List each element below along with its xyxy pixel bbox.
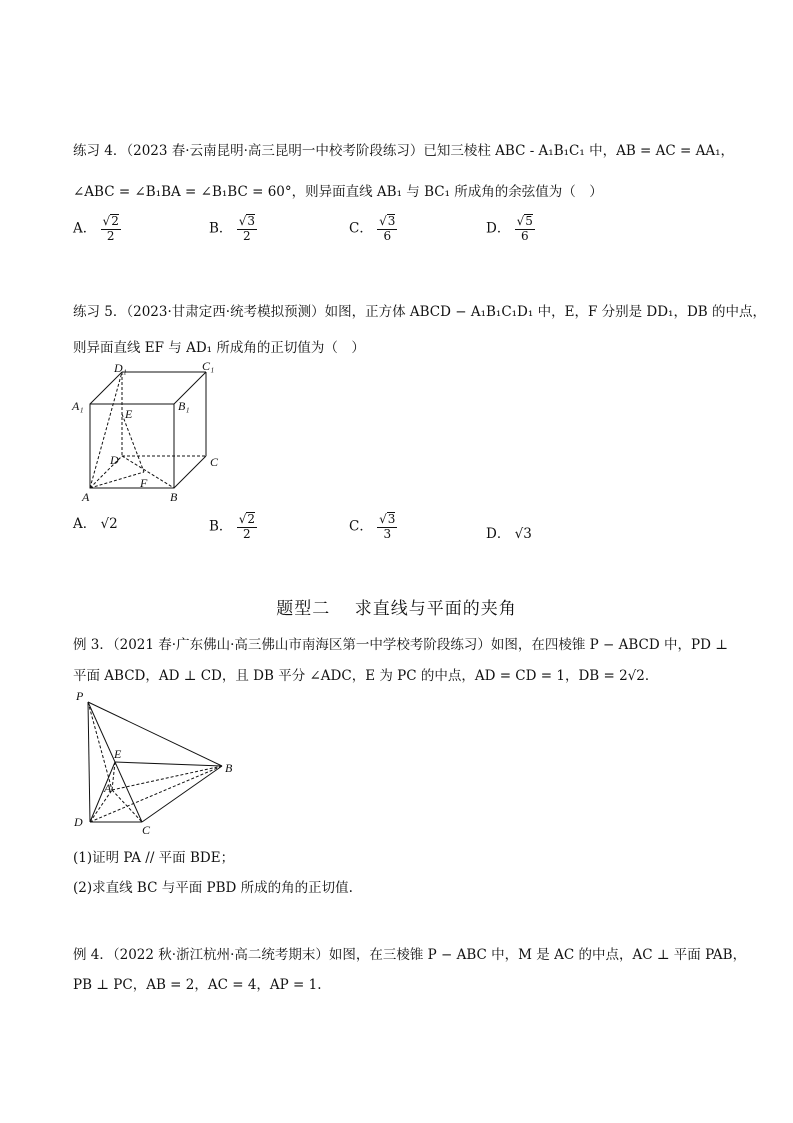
example-3-line-2: 平面 ABCD，AD ⊥ CD，且 DB 平分 ∠ADC，E 为 PC 的中点，AD = CD = 1，DB = 2√2．: [73, 668, 659, 684]
label-c: C: [210, 455, 219, 469]
exercise-5-option-b: B． $\frac{√2}{2}$: [209, 512, 256, 541]
label-a: A: [104, 781, 112, 795]
label-e: E: [125, 407, 133, 421]
label-a1: A₁: [72, 399, 84, 413]
label-b1: B₁: [178, 399, 190, 413]
exercise-4-option-c: C． $\frac{√3}{6}$: [349, 214, 396, 243]
exercise-5-option-d: D． √3: [486, 526, 532, 542]
label-c1: C₁: [202, 360, 215, 373]
exercise-4-line-1: 练习 4．（2023 春·云南昆明·高三昆明一中校考阶段练习）已知三棱柱 ABC - A₁B₁C₁ 中，AB = AC = AA₁，: [73, 143, 735, 159]
label-c: C: [142, 823, 151, 836]
exercise-5-line-1: 练习 5．（2023·甘肃定西·统考模拟预测）如图，正方体 ABCD − A₁B₁C₁D₁ 中，E，F 分别是 DD₁，DB 的中点，: [73, 304, 766, 320]
exercise-5-line-2: 则异面直线 EF 与 AD₁ 所成角的正切值为（ ）: [73, 340, 365, 356]
exercise-5-option-a: A． √2: [73, 516, 118, 532]
example-3-question-1: (1)证明 PA // 平面 BDE；: [73, 850, 235, 866]
pyramid-figure: [70, 686, 245, 836]
section-title: 题型二 求直线与平面的夹角: [276, 599, 517, 619]
label-b: B: [170, 490, 178, 504]
label-d1: D₁: [114, 361, 127, 375]
label-d: D: [110, 453, 119, 467]
label-p: P: [76, 689, 84, 703]
example-4-line-2: PB ⊥ PC，AB = 2，AC = 4，AP = 1.: [73, 977, 322, 993]
label-f: F: [140, 476, 148, 490]
exercise-4-option-a: A． $\frac{√2}{2}$: [73, 214, 119, 243]
example-4-line-1: 例 4．（2022 秋·浙江杭州·高二统考期末）如图，在三棱锥 P − ABC 中，M 是 AC 的中点，AC ⊥ 平面 PAB，: [73, 947, 747, 963]
cube-figure: [70, 360, 230, 510]
label-a: A: [82, 490, 90, 504]
example-3-question-2: (2)求直线 BC 与平面 PBD 所成的角的正切值.: [73, 880, 353, 896]
exercise-4-option-d: D． $\frac{√5}{6}$: [486, 214, 533, 243]
label-e: E: [114, 747, 122, 761]
exercise-5-option-c: C． $\frac{√3}{3}$: [349, 512, 396, 541]
exercise-4-option-b: B． $\frac{√3}{2}$: [209, 214, 256, 243]
label-d: D: [74, 815, 83, 829]
label-b: B: [225, 761, 233, 775]
exercise-4-line-2: ∠ABC = ∠B₁BA = ∠B₁BC = 60°，则异面直线 AB₁ 与 BC₁ 所成角的余弦值为（ ）: [73, 184, 603, 200]
example-3-line-1: 例 3．（2021 春·广东佛山·高三佛山市南海区第一中学校考阶段练习）如图，在四棱锥 P − ABCD 中，PD ⊥: [73, 637, 728, 653]
